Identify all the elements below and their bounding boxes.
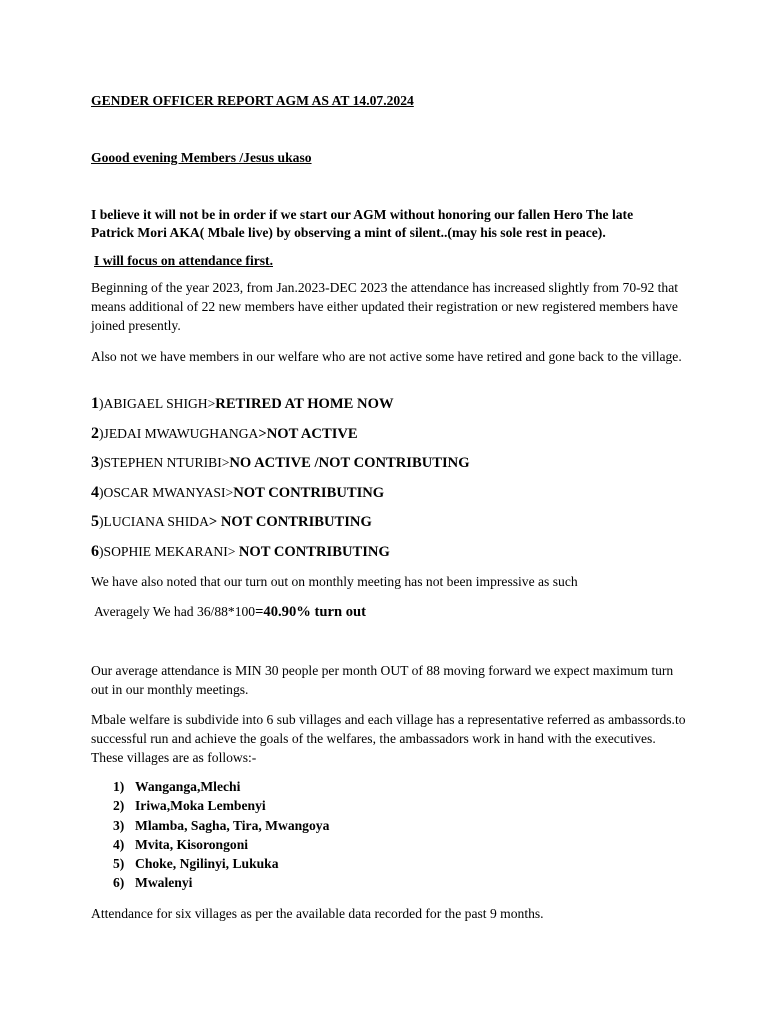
page-title: GENDER OFFICER REPORT AGM AS AT 14.07.2024	[91, 93, 414, 108]
member-number: 4	[91, 484, 99, 501]
village-name: Mlamba, Sagha, Tira, Mwangoya	[135, 817, 330, 833]
list-item: 1) Wanganga,Mlechi	[113, 779, 241, 794]
focus-heading: I will focus on attendance first.	[94, 253, 273, 268]
tribute-line-1: I believe it will not be in order if we start our AGM without honoring our fallen Hero The late	[91, 207, 634, 222]
member-name: ABIGAEL SHIGH>	[103, 396, 216, 411]
member-number: 1	[91, 395, 99, 412]
paragraph-inactive: Also not we have members in our welfare who are not active some have retired and gone back to the village.	[91, 349, 682, 364]
village-name: Iriwa,Moka Lembenyi	[135, 798, 266, 814]
villages-list	[113, 777, 329, 893]
member-number: 3	[91, 454, 99, 471]
member-name: SOPHIE MEKARANI>	[103, 544, 239, 559]
list-item: 3) Mlamba, Sagha, Tira, Mwangoya	[113, 817, 330, 833]
paragraph-average: Our average attendance is MIN 30 people per month OUT of 88 moving forward we expect maximum turn out in our monthly meetings.	[91, 663, 674, 697]
member-number: 2	[91, 425, 99, 442]
member-name: OSCAR MWANYASI>	[103, 485, 234, 500]
member-row-1: 1)ABIGAEL SHIGH>RETIRED AT HOME NOW	[91, 395, 394, 412]
village-name: Mvita, Kisorongoni	[135, 836, 249, 852]
member-row-2: 2)JEDAI MWAWUGHANGA>NOT ACTIVE	[91, 425, 358, 442]
member-status: NOT CONTRIBUTING	[238, 544, 390, 560]
paragraph-final: Attendance for six villages as per the available data recorded for the past 9 months.	[91, 906, 544, 921]
average-result: =40.90% turn out	[255, 604, 366, 620]
member-name: JEDAI MWAWUGHANGA	[103, 426, 259, 441]
member-status: > NOT CONTRIBUTING	[208, 514, 372, 530]
tribute-line-2: Patrick Mori AKA( Mbale live) by observing a mint of silent..(may his sole rest in peace).	[91, 225, 606, 240]
village-name: Choke, Ngilinyi, Lukuka	[135, 856, 279, 872]
average-turnout-line	[94, 602, 366, 622]
member-number: 6	[91, 543, 99, 560]
village-name: Wanganga,Mlechi	[135, 779, 241, 794]
paragraph-attendance: Beginning of the year 2023, from Jan.2023-DEC 2023 the attendance has increased slightly from 70-92 that means additional of 22 new members have either updated their registration or new registered members have joined presently.	[91, 280, 679, 333]
member-status: NO ACTIVE /NOT CONTRIBUTING	[229, 455, 470, 471]
average-calculation: Averagely We had 36/88*100	[94, 604, 256, 619]
member-name: STEPHEN NTURIBI>	[103, 455, 230, 470]
member-number: 5	[91, 513, 99, 530]
member-status: >NOT ACTIVE	[258, 426, 358, 442]
greeting: Goood evening Members /Jesus ukaso	[91, 150, 312, 165]
member-row-5: 5)LUCIANA SHIDA> NOT CONTRIBUTING	[91, 513, 372, 530]
member-row-4: 4)OSCAR MWANYASI>NOT CONTRIBUTING	[91, 484, 385, 501]
paragraph-turnout: We have also noted that our turn out on monthly meeting has not been impressive as such	[91, 574, 578, 589]
list-item: 5) Choke, Ngilinyi, Lukuka	[113, 856, 279, 872]
list-item: 2) Iriwa,Moka Lembenyi	[113, 798, 266, 814]
village-name: Mwalenyi	[135, 875, 193, 891]
member-status: NOT CONTRIBUTING	[233, 485, 385, 501]
member-row-6: 6)SOPHIE MEKARANI> NOT CONTRIBUTING	[91, 543, 390, 560]
member-status: RETIRED AT HOME NOW	[215, 396, 394, 412]
member-row-3: 3)STEPHEN NTURIBI>NO ACTIVE /NOT CONTRIBUTING	[91, 454, 470, 471]
list-item: 4) Mvita, Kisorongoni	[113, 836, 249, 852]
list-item: 6) Mwalenyi	[113, 875, 193, 891]
member-name: LUCIANA SHIDA	[103, 514, 209, 529]
paragraph-villages: Mbale welfare is subdivide into 6 sub villages and each village has a representative referred as ambassords.to successful run and achieve the goals of the welfares, the ambassadors work in hand with the executives. These villages are as follows:-	[91, 712, 686, 765]
